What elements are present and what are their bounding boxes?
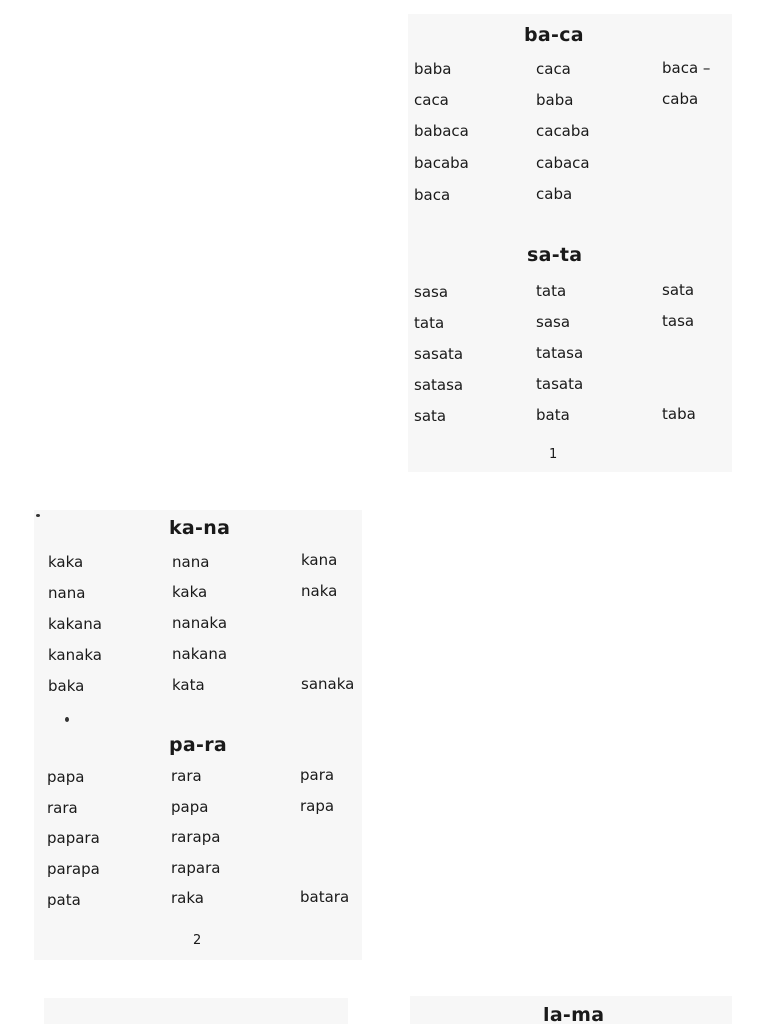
page-3-partial [44,998,348,1024]
word: baba [536,91,574,109]
section-title-pa-ra: pa-ra [169,734,227,756]
word: rapa [300,797,335,815]
word: bacaba [414,154,469,172]
word: sasata [414,345,464,363]
word: taba [662,405,696,423]
word: caca [414,91,449,109]
word: caba [536,185,573,203]
word: baca – [662,59,711,77]
word: caca [536,60,571,78]
word: papara [47,829,100,847]
section-title-ba-ca: ba-ca [524,24,584,46]
page-number: 2 [193,933,202,948]
word: kaka [48,553,84,571]
word: bata [536,406,570,424]
page-4-partial [410,996,732,1024]
word: baca [414,186,451,204]
word: rara [47,799,78,817]
word: sasa [414,283,449,301]
scan-speck [65,717,69,722]
word: sasa [536,313,571,331]
word: caba [662,90,699,108]
word: rarapa [171,828,221,846]
word: kaka [172,583,208,601]
word: pata [47,891,81,909]
word: nakana [172,645,228,663]
word: nanaka [172,614,228,632]
word: baba [414,60,452,78]
section-title-sa-ta: sa-ta [527,244,583,266]
word: raka [171,889,204,907]
word: papa [47,768,85,786]
word: kana [301,551,338,569]
word: para [300,766,335,784]
word: kata [172,676,205,694]
word: satasa [414,376,464,394]
word: cacaba [536,122,590,140]
word: sata [414,407,447,425]
section-title-la-ma: la-ma [543,1004,605,1026]
word: parapa [47,860,100,878]
word: tatasa [536,344,584,362]
word: rara [171,767,202,785]
word: naka [301,582,338,600]
section-title-ka-na: ka-na [169,517,231,539]
word: tasa [662,312,695,330]
word: batara [300,888,350,906]
page-2 [34,510,362,960]
word: tata [536,282,567,300]
word: tasata [536,375,584,393]
word: kakana [48,615,102,633]
word: cabaca [536,154,590,172]
word: baka [48,677,85,695]
page-1 [408,14,732,472]
word: babaca [414,122,469,140]
page-number: 1 [549,447,558,462]
word: kanaka [48,646,102,664]
word: rapara [171,859,221,877]
word: tata [414,314,445,332]
word: papa [171,798,209,816]
scan-speck [36,514,40,517]
word: nana [48,584,86,602]
word: sata [662,281,695,299]
word: sanaka [301,675,355,693]
word: nana [172,553,210,571]
